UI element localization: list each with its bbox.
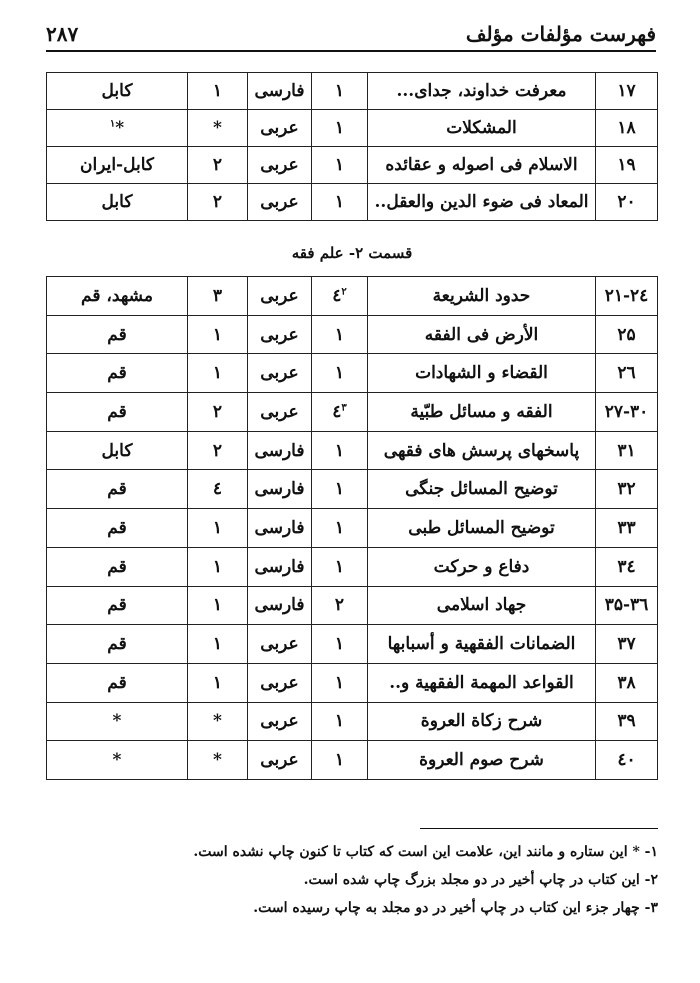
table-row <box>47 184 658 221</box>
cell-editions: ۱ <box>188 625 248 664</box>
cell-place: * <box>47 741 188 780</box>
cell-language: فارسی <box>248 73 312 110</box>
cell-volumes: ۱ <box>312 315 368 354</box>
cell-volumes: $٤^۳$ <box>312 393 368 432</box>
cell-place: کابل-ایران <box>47 147 188 184</box>
cell-number: ۲۰ <box>596 184 658 221</box>
cell-title: الاسلام فی اصوله و عقائده <box>368 147 596 184</box>
table-row <box>47 431 658 470</box>
cell-language: عربی <box>248 393 312 432</box>
footnote: ۳- چهار جزء این کتاب در چاپ أخیر در دو مجلد به چاپ رسیده است. <box>253 900 658 916</box>
table-row <box>47 470 658 509</box>
cell-volumes: ۱ <box>312 110 368 147</box>
cell-number: ۱۷ <box>596 73 658 110</box>
cell-place: کابل <box>47 184 188 221</box>
cell-language: عربی <box>248 147 312 184</box>
cell-title: الأرض فی الفقه <box>368 315 596 354</box>
cell-language: عربی <box>248 663 312 702</box>
cell-language: فارسی <box>248 509 312 548</box>
cell-volumes: ۱ <box>312 147 368 184</box>
table-row <box>47 110 658 147</box>
cell-title: حدود الشریعة <box>368 277 596 316</box>
cell-volumes: ۱ <box>312 702 368 741</box>
cell-editions: * <box>188 110 248 147</box>
table-row <box>47 741 658 780</box>
cell-volumes: ۱ <box>312 184 368 221</box>
cell-title: المعاد فی ضوء الدین والعقل.. <box>368 184 596 221</box>
cell-number: ۱۹ <box>596 147 658 184</box>
cell-place: قم <box>47 625 188 664</box>
table-row <box>47 625 658 664</box>
cell-title: القواعد المهمة الفقهیة و.. <box>368 663 596 702</box>
table-row <box>47 315 658 354</box>
footnote-ref: ۲ <box>341 286 347 298</box>
cell-place: قم <box>47 509 188 548</box>
cell-language: عربی <box>248 315 312 354</box>
section-heading: قسمت ۲- علم فقه <box>291 244 413 262</box>
footnote-divider <box>420 828 658 829</box>
cell-title: توضیح المسائل جنگی <box>368 470 596 509</box>
cell-editions: * <box>188 702 248 741</box>
works-table-fiqh <box>46 276 658 780</box>
cell-number: ٤۰ <box>596 741 658 780</box>
cell-place: *$^۱$ <box>47 110 188 147</box>
running-title: فهرست مؤلفات مؤلف <box>465 22 656 46</box>
footnote: ۱- * این ستاره و مانند این، علامت این است که کتاب تا کنون چاپ نشده است. <box>193 844 658 860</box>
table-row <box>47 73 658 110</box>
table-row <box>47 702 658 741</box>
cell-language: عربی <box>248 354 312 393</box>
cell-place: مشهد، قم <box>47 277 188 316</box>
cell-editions: ۱ <box>188 315 248 354</box>
cell-language: عربی <box>248 277 312 316</box>
cell-number: ۲۵ <box>596 315 658 354</box>
cell-number: ۲۷-۳۰ <box>596 393 658 432</box>
cell-place: قم <box>47 663 188 702</box>
cell-number: ۲٦ <box>596 354 658 393</box>
cell-title: الفقه و مسائل طبّیة <box>368 393 596 432</box>
cell-volumes: $٤^۲$ <box>312 277 368 316</box>
cell-title: معرفت خداوند، جدای... <box>368 73 596 110</box>
cell-language: عربی <box>248 110 312 147</box>
footnote: ۲- این کتاب در چاپ أخیر در دو مجلد بزرگ چاپ شده است. <box>303 872 658 888</box>
table-row <box>47 354 658 393</box>
cell-title: جهاد اسلامی <box>368 586 596 625</box>
cell-title: شرح زکاة العروة <box>368 702 596 741</box>
table-row <box>47 147 658 184</box>
cell-language: فارسی <box>248 431 312 470</box>
cell-number: ۱۸ <box>596 110 658 147</box>
page-number: ۲۸۷ <box>46 22 79 46</box>
cell-language: عربی <box>248 702 312 741</box>
cell-title: الضمانات الفقهیة و أسبابها <box>368 625 596 664</box>
footnote-ref: ۳ <box>341 402 347 414</box>
table-row <box>47 509 658 548</box>
cell-editions: ۱ <box>188 663 248 702</box>
cell-volumes: ۱ <box>312 354 368 393</box>
page-header <box>46 14 656 52</box>
table-row <box>47 277 658 316</box>
cell-editions: ۲ <box>188 393 248 432</box>
table-row <box>47 663 658 702</box>
cell-place: قم <box>47 354 188 393</box>
cell-language: عربی <box>248 625 312 664</box>
cell-place: قم <box>47 547 188 586</box>
table-row <box>47 586 658 625</box>
cell-language: فارسی <box>248 470 312 509</box>
cell-number: ۲۱-۲٤ <box>596 277 658 316</box>
cell-editions: ٤ <box>188 470 248 509</box>
cell-number: ۳۱ <box>596 431 658 470</box>
cell-number: ۳۲ <box>596 470 658 509</box>
cell-editions: ۱ <box>188 586 248 625</box>
cell-number: ۳۸ <box>596 663 658 702</box>
cell-volumes: ۱ <box>312 73 368 110</box>
cell-editions: ۲ <box>188 184 248 221</box>
cell-place: قم <box>47 315 188 354</box>
cell-editions: * <box>188 741 248 780</box>
table-row <box>47 393 658 432</box>
cell-editions: ۱ <box>188 354 248 393</box>
cell-volumes: ۱ <box>312 741 368 780</box>
cell-volumes: ۱ <box>312 663 368 702</box>
cell-place: قم <box>47 586 188 625</box>
cell-place: قم <box>47 470 188 509</box>
cell-volumes: ۱ <box>312 509 368 548</box>
footnote-ref: ۱ <box>109 118 116 130</box>
cell-volumes: ۱ <box>312 431 368 470</box>
cell-place: کابل <box>47 431 188 470</box>
cell-editions: ۳ <box>188 277 248 316</box>
cell-place: * <box>47 702 188 741</box>
works-table-section-1 <box>46 72 658 221</box>
cell-editions: ۱ <box>188 547 248 586</box>
cell-place: قم <box>47 393 188 432</box>
cell-number: ۳۳ <box>596 509 658 548</box>
table-row <box>47 547 658 586</box>
cell-volumes: ۱ <box>312 547 368 586</box>
cell-editions: ۲ <box>188 147 248 184</box>
cell-language: عربی <box>248 184 312 221</box>
cell-language: فارسی <box>248 586 312 625</box>
cell-volumes: ۱ <box>312 625 368 664</box>
cell-title: القضاء و الشهادات <box>368 354 596 393</box>
cell-title: المشکلات <box>368 110 596 147</box>
cell-volumes: ۲ <box>312 586 368 625</box>
cell-volumes: ۱ <box>312 470 368 509</box>
footnotes <box>46 842 658 926</box>
cell-number: ۳۹ <box>596 702 658 741</box>
cell-title: دفاع و حرکت <box>368 547 596 586</box>
cell-language: عربی <box>248 741 312 780</box>
cell-number: ۳٤ <box>596 547 658 586</box>
cell-place: کابل <box>47 73 188 110</box>
cell-editions: ۱ <box>188 73 248 110</box>
cell-number: ۳۵-۳٦ <box>596 586 658 625</box>
cell-title: پاسخهای پرسش های فقهی <box>368 431 596 470</box>
cell-editions: ۲ <box>188 431 248 470</box>
cell-language: فارسی <box>248 547 312 586</box>
cell-number: ۳۷ <box>596 625 658 664</box>
cell-title: توضیح المسائل طبی <box>368 509 596 548</box>
cell-editions: ۱ <box>188 509 248 548</box>
cell-title: شرح صوم العروة <box>368 741 596 780</box>
